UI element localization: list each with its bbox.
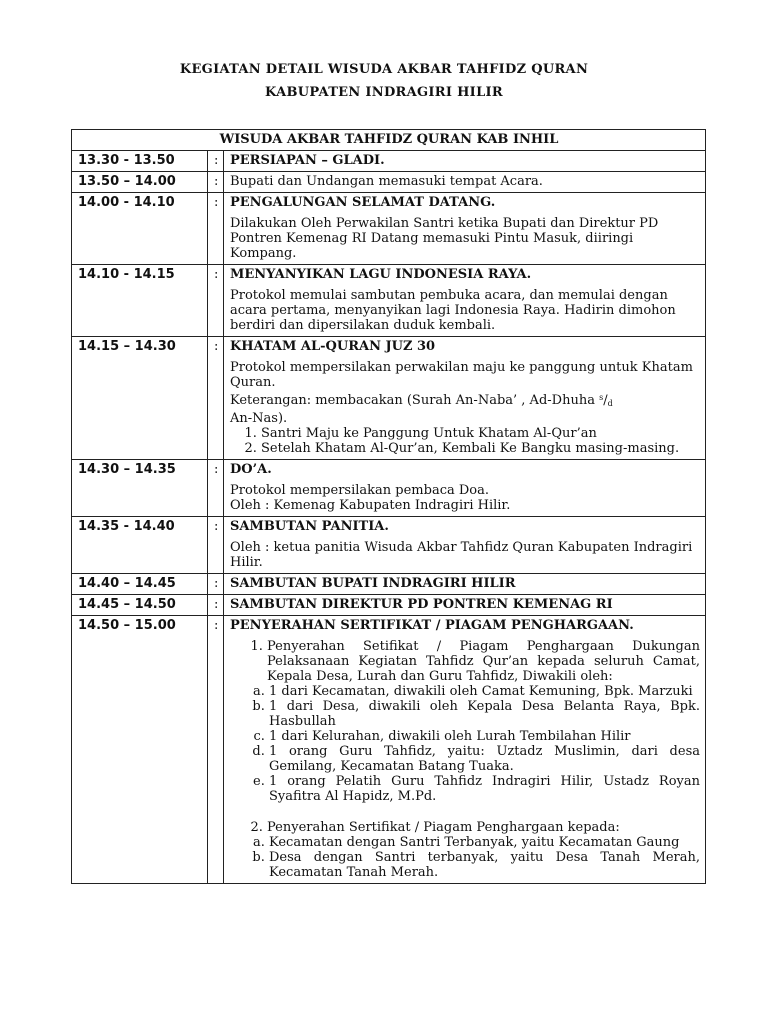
schedule-table — [71, 129, 706, 884]
list-item: e. 1 orang Pelatih Guru Tahfidz Indragiri Hilir, Ustadz Royan Syafitra Al Hapidz, M.Pd. — [269, 774, 700, 804]
row-note — [230, 390, 700, 426]
note-text: Keterangan: membacakan (Surah An-Naba’ , Ad-Dhuha — [230, 393, 600, 408]
note-slash: / — [603, 393, 608, 408]
table-header-row — [72, 130, 706, 151]
awards-list — [250, 639, 700, 880]
table-row — [72, 265, 706, 337]
row-separator: : — [208, 265, 224, 337]
list-item: d. 1 orang Guru Tahfidz, yaitu: Uztadz Muslimin, dari desa Gemilang, Kecamatan Batang Tuaka. — [269, 744, 700, 774]
row-time: 14.15 – 14.30 — [72, 337, 208, 460]
row-description: Oleh : ketua panitia Wisuda Akbar Tahfidz Quran Kabupaten Indragiri Hilir. — [230, 540, 693, 570]
note-superscript: s — [599, 393, 604, 402]
table-row — [72, 616, 706, 884]
note-text-end: An-Nas). — [230, 411, 288, 426]
row-time: 14.10 - 14.15 — [72, 265, 208, 337]
row-content — [224, 460, 706, 517]
table-row — [72, 460, 706, 517]
row-activity: MENYANYIKAN LAGU INDONESIA RAYA. — [230, 267, 532, 282]
row-activity: PENYERAHAN SERTIFIKAT / PIAGAM PENGHARGAAN. — [230, 618, 634, 633]
list-item — [267, 820, 700, 880]
row-separator: : — [208, 460, 224, 517]
row-content — [224, 595, 706, 616]
row-separator: : — [208, 172, 224, 193]
row-activity: KHATAM AL-QURAN JUZ 30 — [230, 339, 436, 354]
row-separator: : — [208, 574, 224, 595]
row-activity: PENGALUNGAN SELAMAT DATANG. — [230, 195, 496, 210]
row-description: Protokol mempersilakan perwakilan maju ke panggung untuk Khatam Quran. — [230, 360, 693, 390]
row-activity: SAMBUTAN PANITIA. — [230, 519, 389, 534]
table-header: WISUDA AKBAR TAHFIDZ QURAN KAB INHIL — [72, 130, 706, 151]
list-item: c. 1 dari Kelurahan, diwakili oleh Lurah Tembilahan Hilir — [269, 729, 700, 744]
row-activity: PERSIAPAN – GLADI. — [230, 153, 385, 168]
list-item: 1. Santri Maju ke Panggung Untuk Khatam Al-Qur’an — [261, 426, 700, 441]
row-time: 13.30 - 13.50 — [72, 151, 208, 172]
row-content — [224, 616, 706, 884]
row-content — [224, 265, 706, 337]
award-text: Penyerahan Sertifikat / Piagam Penghargaan kepada: — [267, 820, 620, 835]
note-subscript: d — [607, 399, 613, 408]
row-separator: : — [208, 193, 224, 265]
row-description: Protokol mempersilakan pembaca Doa. — [230, 483, 489, 498]
list-item: a. 1 dari Kecamatan, diwakili oleh Camat Kemuning, Bpk. Marzuki — [269, 684, 700, 699]
row-content — [224, 574, 706, 595]
row-content — [224, 172, 706, 193]
award-recipients-list — [245, 835, 700, 880]
table-row — [72, 151, 706, 172]
row-content — [224, 151, 706, 172]
row-activity: SAMBUTAN BUPATI INDRAGIRI HILIR — [230, 576, 516, 591]
row-activity: DO’A. — [230, 462, 272, 477]
row-time: 14.50 – 15.00 — [72, 616, 208, 884]
table-row — [72, 595, 706, 616]
row-content — [224, 337, 706, 460]
row-separator: : — [208, 151, 224, 172]
khatam-steps-list — [244, 426, 700, 456]
row-description: Dilakukan Oleh Perwakilan Santri ketika Bupati dan Direktur PD Pontren Kemenag RI Datang memasuki Pintu Masuk, diiringi Kompang. — [230, 216, 659, 261]
row-content — [224, 193, 706, 265]
table-row — [72, 337, 706, 460]
table-row — [72, 172, 706, 193]
row-time: 14.45 – 14.50 — [72, 595, 208, 616]
row-description-2: Oleh : Kemenag Kabupaten Indragiri Hilir. — [230, 498, 511, 513]
row-time: 13.50 – 14.00 — [72, 172, 208, 193]
row-time: 14.40 – 14.45 — [72, 574, 208, 595]
document-title: KEGIATAN DETAIL WISUDA AKBAR TAHFIDZ QURAN — [179, 62, 589, 77]
row-time: 14.35 - 14.40 — [72, 517, 208, 574]
row-separator: : — [208, 616, 224, 884]
list-item: b. 1 dari Desa, diwakili oleh Kepala Desa Belanta Raya, Bpk. Hasbullah — [269, 699, 700, 729]
row-description: Protokol memulai sambutan pembuka acara, dan memulai dengan acara pertama, menyanyikan lagi Indonesia Raya. Hadirin dimohon berdiri dan dipersilakan duduk kembali. — [230, 288, 676, 333]
row-separator: : — [208, 517, 224, 574]
list-item: a. Kecamatan dengan Santri Terbanyak, yaitu Kecamatan Gaung — [269, 835, 700, 850]
row-separator: : — [208, 595, 224, 616]
award-recipients-list — [245, 684, 700, 804]
table-row — [72, 193, 706, 265]
row-activity: SAMBUTAN DIREKTUR PD PONTREN KEMENAG RI — [230, 597, 613, 612]
list-item — [267, 639, 700, 804]
row-time: 14.30 – 14.35 — [72, 460, 208, 517]
document-subtitle: KABUPATEN INDRAGIRI HILIR — [265, 85, 503, 100]
list-item: b. Desa dengan Santri terbanyak, yaitu Desa Tanah Merah, Kecamatan Tanah Merah. — [269, 850, 700, 880]
list-item: 2. Setelah Khatam Al-Qur’an, Kembali Ke Bangku masing-masing. — [261, 441, 700, 456]
row-activity: Bupati dan Undangan memasuki tempat Acara. — [230, 174, 543, 189]
table-row — [72, 517, 706, 574]
row-time: 14.00 - 14.10 — [72, 193, 208, 265]
award-text: Penyerahan Setifikat / Piagam Penghargaan Dukungan Pelaksanaan Kegiatan Tahfidz Qur’an kepada seluruh Camat, Kepala Desa, Lurah dan Guru Tahfidz, Diwakili oleh: — [267, 639, 700, 684]
row-separator: : — [208, 337, 224, 460]
row-content — [224, 517, 706, 574]
table-row — [72, 574, 706, 595]
